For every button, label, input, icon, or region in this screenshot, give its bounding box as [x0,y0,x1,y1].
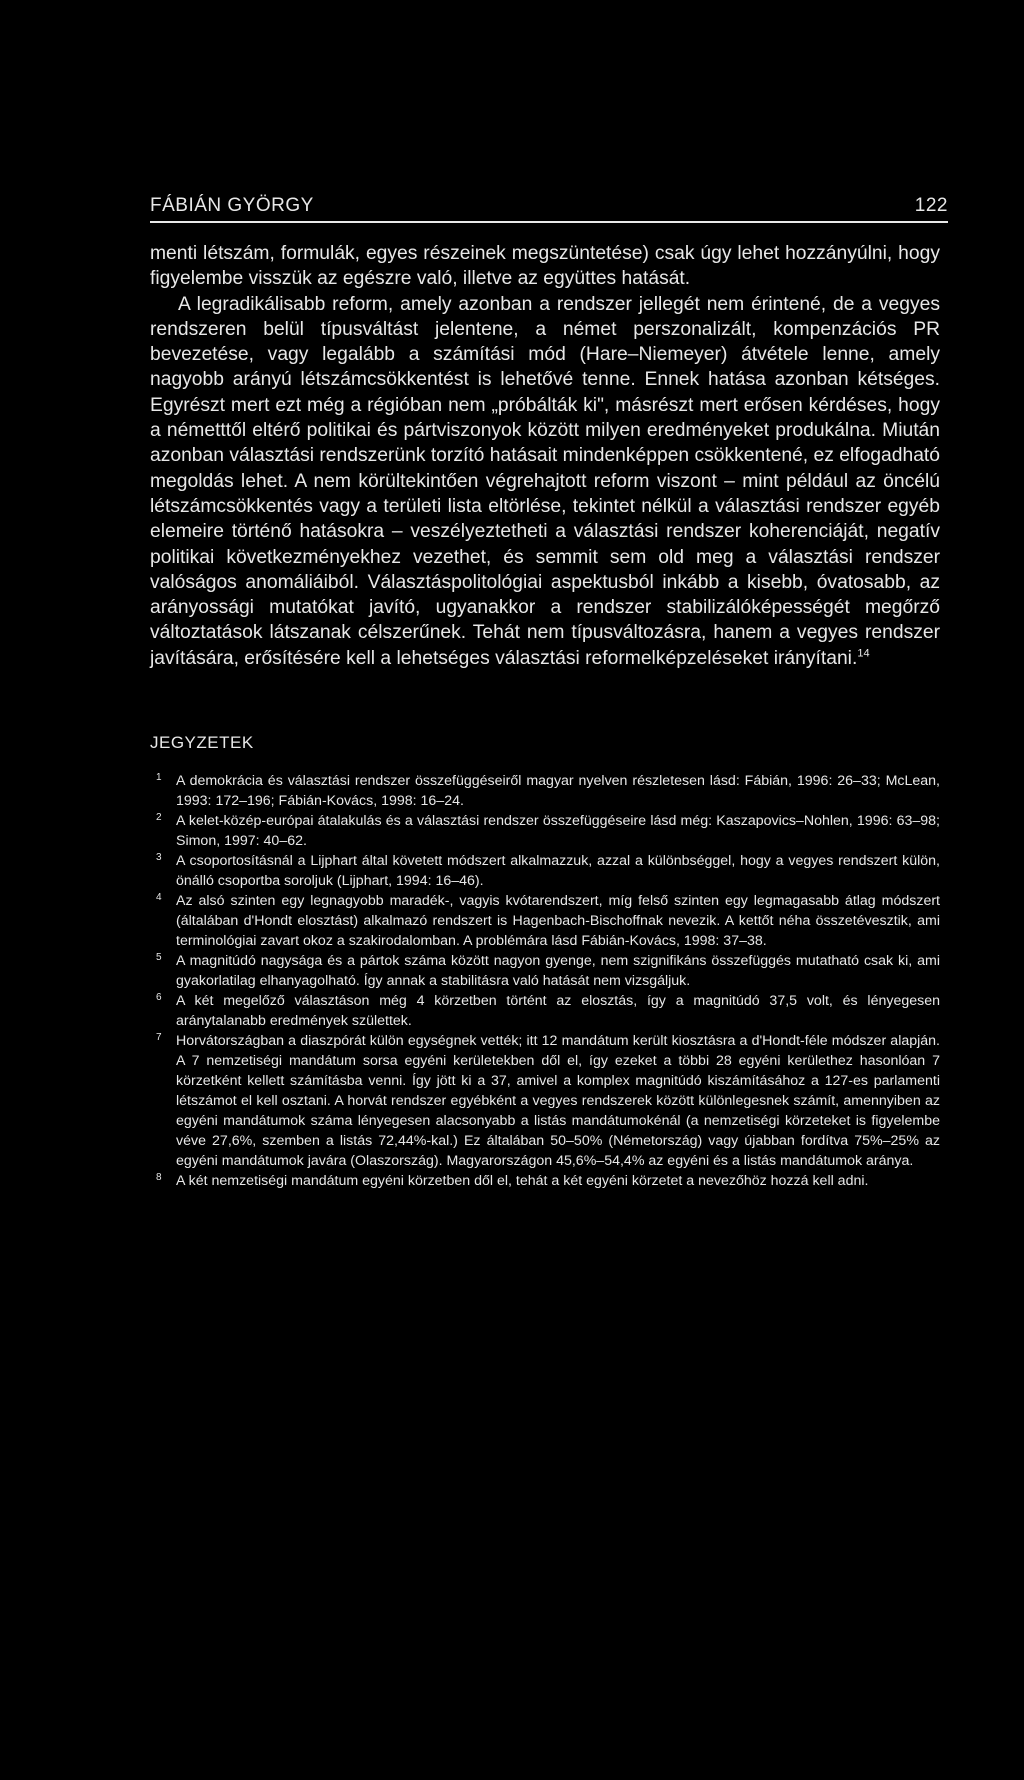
note-number: 3 [156,852,162,864]
body-text [150,241,940,671]
note-number: 5 [156,952,162,964]
note-text: A két nemzetiségi mandátum egyéni körzetben dől el, tehát a két egyéni körzetet a nevezőhöz hozzá kell adni. [176,1173,869,1190]
paragraph-1: menti létszám, formulák, egyes részeinek megszüntetése) csak úgy lehet hozzányúlni, hogy figyelembe visszük az egészre való, illetve az együttes hatását. [150,243,940,290]
note-text: A magnitúdó nagysága és a pártok száma között nagyon gyenge, nem szignifikáns összefüggés mutatható csak ki, ami gyakorlatilag elhanyagolható. Így annak a stabilitásra való hatását nem vizsgáljuk. [176,953,940,990]
paragraph-2 [150,292,940,671]
note-item [156,811,940,851]
note-item [156,771,940,811]
note-number: 1 [156,772,162,784]
header-author: FÁBIÁN GYÖRGY [150,195,314,216]
note-number: 2 [156,812,162,824]
header-page-number: 122 [914,195,948,216]
footnote-ref-14: 14 [857,647,870,660]
note-number: 7 [156,1032,162,1044]
notes-list [150,771,940,1191]
note-text: A két megelőző választáson még 4 körzetben történt az elosztás, így a magnitúdó 37,5 volt, és lényegesen aránytalanabb eredmények születtek. [176,993,940,1030]
note-item [156,851,940,891]
note-number: 6 [156,992,162,1004]
note-text: Az alsó szinten egy legnagyobb maradék-, vagyis kvótarendszert, míg felső szinten egy legmagasabb átlag módszert (általában d'Hondt elosztást) alkalmazó rendszert is Hagenbach-Bischoffnak nevezik. A kettőt néha összetévesztik, ami terminológiai zavart okoz a szakirodalomban. A problémára lásd Fábián-Kovács, 1998: 37–38. [176,893,940,950]
notes-heading: JEGYZETEK [150,733,254,753]
book-page [150,195,948,1191]
paragraph-2-text: A legradikálisabb reform, amely azonban a rendszer jellegét nem érintené, de a vegyes rendszeren belül típusváltást jelentene, a német perszonalizált, kompenzációs PR bevezetése, vagy legalább a számítási mód (Hare–Niemeyer) átvétele lenne, amely nagyobb arányú létszámcsökkentést is lehetővé tenne. Ennek hatása azonban kétséges. Egyrészt mert ezt még a régióban nem „próbálták ki", másrészt mert erősen kérdéses, hogy a németttől eltérő politikai és pártviszonyok között milyen eredményeket produkálna. Miután azonban választási rendszerünk torzító hatásait mindenképpen csökkentené, ez elfogadható megoldás lehet. A nem körültekintően végrehajtott reform viszont – mint például az öncélú létszámcsökkentés vagy a területi lista eltörlése, tekintet nélkül a választási rendszer egyéb elemeire történő hatásokra – veszélyeztetheti a választási rendszer koherenciáját, negatív politikai következményekhez vezethet, és semmit sem old meg a választási rendszer valóságos anomáliáiból. Választáspolitológiai aspektusból inkább a kisebb, óvatosabb, az arányossági mutatókat javító, ugyanakkor a rendszer stabilizálóképességét megőrző változtatások látszanak célszerűnek. Tehát nem típusváltozásra, hanem a vegyes rendszer javítására, erősítésére kell a lehetséges választási reformelképzeléseket irányítani. [150,293,940,669]
note-item [156,991,940,1031]
note-number: 4 [156,892,162,904]
note-item [156,891,940,951]
note-item [156,951,940,991]
note-number: 8 [156,1172,162,1184]
note-text: A demokrácia és választási rendszer összefüggéseiről magyar nyelven részletesen lásd: Fábián, 1996: 26–33; McLean, 1993: 172–196; Fábián-Kovács, 1998: 16–24. [176,773,940,810]
note-item [156,1171,940,1191]
note-text: A kelet-közép-európai átalakulás és a választási rendszer összefüggéseire lásd még: Kaszapovics–Nohlen, 1996: 63–98; Simon, 1997: 40–62. [176,813,940,850]
running-header [150,195,948,223]
note-text: Horvátországban a diaszpórát külön egységnek vették; itt 12 mandátum került kiosztásra a d'Hondt-féle módszer alapján. A 7 nemzetiségi mandátum sorsa egyéni kerületekben dől el, így ezeket a többi 28 egyéni kerülethez hasonlóan 7 körzetként kellett számításba venni. Így jött ki a 37, amivel a komplex magnitúdó kiszámításához a 127-es parlamenti létszámot el kell osztani. A horvát rendszer egyébként a vegyes rendszerek között különlegesnek számít, amennyiben az egyéni mandátumok száma lényegesen alacsonyabb a listás mandátumokénál (a nemzetiségi körzeteket is figyelembe véve 27,6%, szemben a listás 72,44%-kal.) Ez általában 50–50% (Németország) vagy újabban fordítva 75%–25% az egyéni mandátumok javára (Olaszország). Magyarországon 45,6%–54,4% az egyéni és a listás mandátumok aránya. [176,1033,940,1170]
note-text: A csoportosításnál a Lijphart által követett módszert alkalmazzuk, azzal a különbséggel, hogy a vegyes rendszert külön, önálló csoportba soroljuk (Lijphart, 1994: 16–46). [176,853,940,890]
note-item [156,1031,940,1171]
